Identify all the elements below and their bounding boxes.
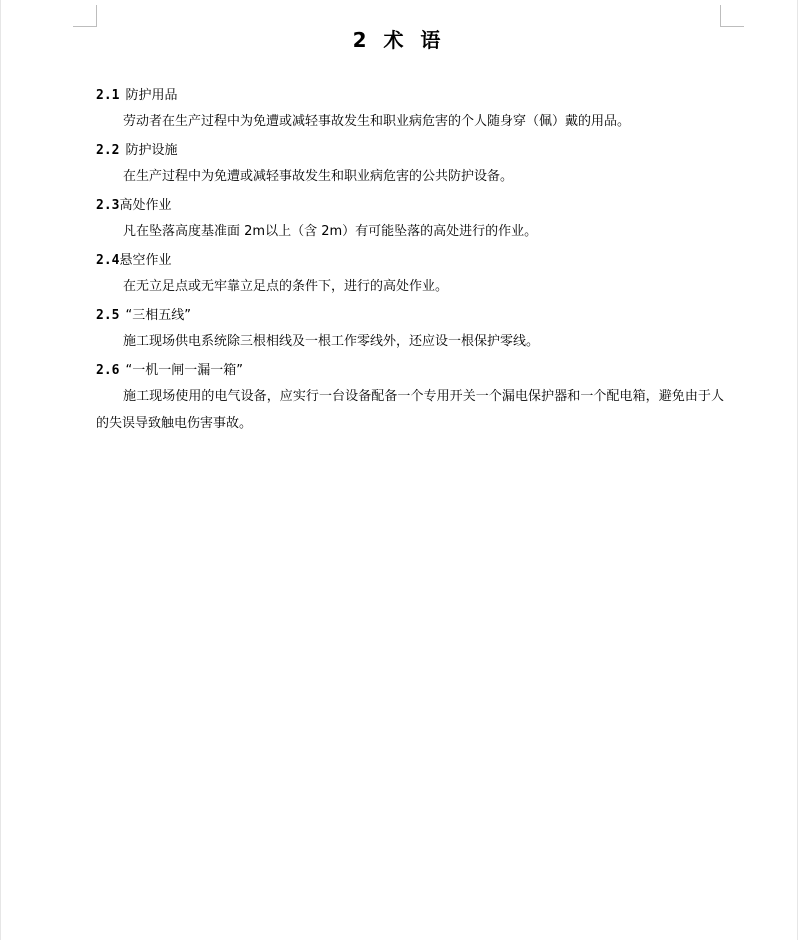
term-item [96, 359, 724, 437]
term-name: 防护设施 [125, 143, 178, 158]
term-item [96, 84, 724, 135]
page-left-edge [0, 0, 1, 940]
term-item [96, 304, 724, 355]
term-number: 2.6 [96, 363, 120, 378]
terms-list [96, 84, 724, 441]
margin-corner-mark-right [720, 5, 744, 27]
term-number: 2.3 [96, 198, 120, 213]
term-item [96, 139, 724, 190]
term-number: 2.1 [96, 88, 120, 103]
term-definition: 凡在坠落高度基准面 2m以上（含 2m）有可能坠落的高处进行的作业。 [123, 224, 538, 239]
term-heading [96, 139, 724, 163]
term-definition: 施工现场供电系统除三根相线及一根工作零线外，还应设一根保护零线。 [123, 334, 540, 349]
term-definition: 劳动者在生产过程中为免遭或减轻事故发生和职业病危害的个人随身穿（佩）戴的用品。 [123, 114, 631, 129]
term-name: “一机一闸一漏一箱” [125, 363, 243, 378]
term-item [96, 194, 724, 245]
term-heading [96, 249, 724, 273]
term-heading [96, 304, 724, 328]
term-definition: 在无立足点或无牢靠立足点的条件下，进行的高处作业。 [123, 279, 449, 294]
term-name: “三相五线” [125, 308, 191, 323]
term-name: 悬空作业 [119, 253, 172, 268]
term-definition: 施工现场使用的电气设备，应实行一台设备配备一个专用开关一个漏电保护器和一个配电箱，避免由于人的失误导致触电伤害事故。 [96, 389, 724, 431]
term-number: 2.4 [96, 253, 120, 268]
term-name: 防护用品 [125, 88, 178, 103]
term-heading [96, 194, 724, 218]
term-number: 2.5 [96, 308, 120, 323]
margin-corner-mark-left [73, 5, 97, 27]
term-heading [96, 84, 724, 108]
term-number: 2.2 [96, 143, 120, 158]
term-item [96, 249, 724, 300]
term-name: 高处作业 [119, 198, 172, 213]
term-definition: 在生产过程中为免遭或减轻事故发生和职业病危害的公共防护设备。 [123, 169, 514, 184]
term-heading [96, 359, 724, 383]
chapter-title: 2 术 语 [352, 28, 446, 52]
